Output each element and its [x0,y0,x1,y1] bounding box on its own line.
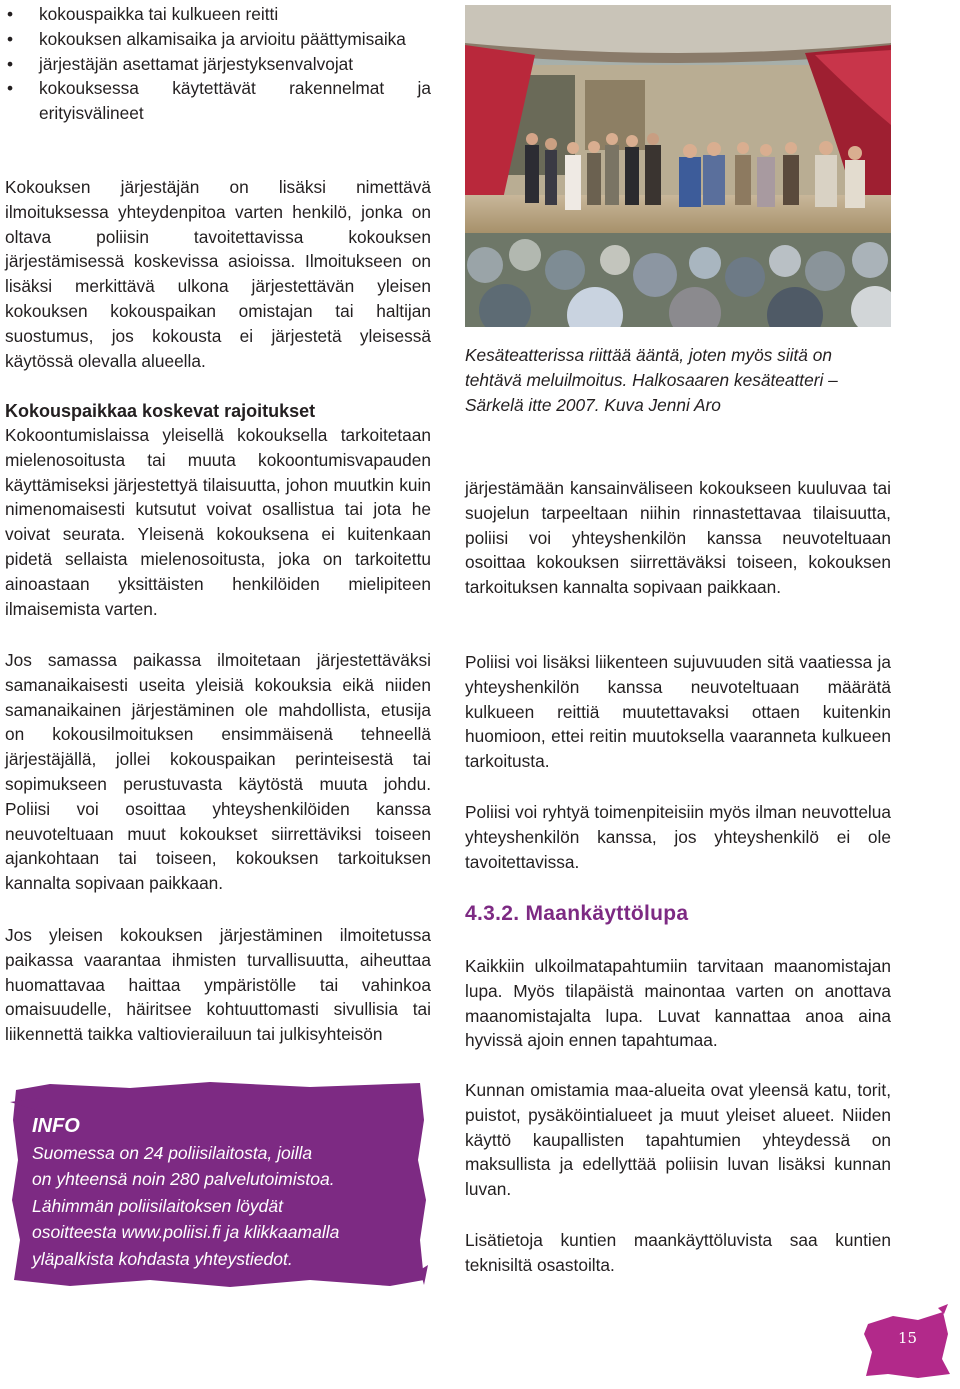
theatre-photo [465,5,891,327]
info-title: INFO [32,1115,80,1137]
theatre-photo-image [465,5,891,327]
paragraph: Kunnan omistamia maa-alueita ovat yleensä katu, torit, puistot, pysäköintialueet ja muut yleiset alueet. Niiden käyttö kaupallisten tapahtumien yhteydessä on maksullista ja edellyttää poliisin luvan lisäksi kunnan luvan. [465,1080,891,1200]
bullet-list [5,2,431,126]
section-heading: Kokouspaikkaa koskevat rajoitukset [5,401,316,421]
info-line: yläpalkista kohdasta yhteystiedot. [32,1248,293,1269]
page-number: 15 [898,1329,918,1347]
paragraph: Jos samassa paikassa ilmoitetaan järjestettäväksi samanaikaisesti useita yleisiä kokouksia eikä niiden samanaikainen järjestäminen ole mahdollista, etusija on kokousilmoituksen ensimmäisenä tehneellä järjestäjällä, jollei kokouspaikan perinteisestä tai sopimukseen perustuvasta käytöstä muuta johdu. Poliisi voi osoittaa yhteyshenkilöiden kanssa neuvoteltuaan muut kokoukset siirrettäviksi toiseen ajankohtaan tai toiseen, kokouksen tarkoituksen kannalta sopivaan paikkaan. [5,650,431,894]
right-paragraph-2 [465,650,891,774]
photo-caption: Kesäteatterissa riittää ääntä, joten myös siitä on tehtävä meluilmoitus. Halkosaaren kesäteatteri – Särkelä itte 2007. Kuva Jenni Aro [465,345,838,415]
section-heading: 4.3.2. Maankäyttölupa [465,902,689,925]
page-number-badge [858,1304,958,1384]
paragraph: järjestämään kansainväliseen kokoukseen kuuluvaa tai suojelun tarpeeltaan niihin rinnastettavaa tilaisuutta, poliisi voi yhteyshenkilön kanssa neuvoteltuaan osoittaa kokouksen siirrettäväksi toiseen, kokouksen tarkoituksen kannalta sopivaan paikkaan. [465,478,891,598]
right-paragraph-3 [465,800,891,874]
right-paragraph-5 [465,1078,891,1202]
paragraph: Poliisi voi lisäksi liikenteen sujuvuuden sitä vaatiessa ja yhteyshenkilön kanssa neuvoteltuaan määrätä kulkueen reittiä muutettavaksi ottaen kuitenkin huomioon, ettei reitin muutoksella vaaranneta kulkueen tarkoitusta. [465,652,891,772]
paragraph: Poliisi voi ryhtyä toimenpiteisiin myös ilman neuvottelua yhteyshenkilön kanssa, jos yhteyshenkilö ei ole tavoitettavissa. [465,802,891,872]
paragraph: Kaikkiin ulkoilmatapahtumiin tarvitaan maanomistajan lupa. Myös tilapäistä mainontaa varten on anottava maanomistajalta lupa. Luvat kannattaa anoa aina hyvissä ajoin ennen tapahtumaa. [465,956,891,1051]
left-paragraph-4 [5,923,431,1047]
left-paragraph-1 [5,175,431,373]
bullet-item: • järjestäjän asettamat järjestyksenvalvojat [5,52,431,77]
info-line: Suomessa on 24 poliisilaitosta, joilla [32,1142,313,1163]
paragraph: Jos yleisen kokouksen järjestäminen ilmoitetussa paikassa vaarantaa ihmisten turvallisuutta, aiheuttaa huomattavaa haittaa ympäristölle tai vahinkoa omaisuudelle, häiritsee kohtuuttomasti sivullisia tai liikennettä taikka valtiovierailuun tai julkisyhteisön [5,925,431,1045]
bullet-item: • kokouspaikka tai kulkueen reitti [5,2,431,27]
info-line: on yhteensä noin 280 palvelutoimistoa. [32,1169,335,1189]
paragraph: Lisätietoja kuntien maankäyttöluvista saa kuntien teknisiltä osastoilta. [465,1230,891,1275]
left-section [5,399,431,621]
paragraph: Kokoontumislaissa yleisellä kokouksella tarkoitetaan mielenosoitusta tai muuta kokoontumisvapauden käyttämiseksi järjestettyä tilaisuutta, johon muutkin kuin nimenomaisesti kutsutut voivat osallistua tai jota he voivat seurata. Yleisenä kokouksena ei kuitenkaan pidetä sellaista mielenosoitusta, joka on tarkoitettu ainoastaan yksittäisten henkilöiden mielipiteen ilmaisemista varten. [5,425,431,619]
right-heading [465,902,891,927]
left-paragraph-3 [5,648,431,896]
info-line: osoitteesta www.poliisi.fi ja klikkaamalla [32,1222,340,1242]
bullet-item: • kokouksen alkamisaika ja arvioitu päättymisaika [5,27,431,52]
right-paragraph-1 [465,476,891,600]
info-text [32,1113,412,1272]
right-paragraph-4 [465,954,891,1053]
info-box [10,1080,428,1290]
right-paragraph-6 [465,1228,891,1278]
paragraph: Kokouksen järjestäjän on lisäksi nimettävä ilmoituksessa yhteydenpitoa varten henkilö, jonka on oltava poliisin tavoitettavissa kokouksen järjestämisessä koskevissa asioissa. Ilmoitukseen on lisäksi merkittävä ulkona järjestettävän yleisen kokouksen kokouspaikan omistajan tai haltijan suostumus, jos kokousta ei järjestetä yleisessä käytössä olevalla alueella. [5,177,431,371]
info-line: Lähimmän poliisilaitoksen löydät [32,1195,283,1216]
bullet-item: • kokouksessa käytettävät rakennelmat ja erityisvälineet [5,76,431,126]
